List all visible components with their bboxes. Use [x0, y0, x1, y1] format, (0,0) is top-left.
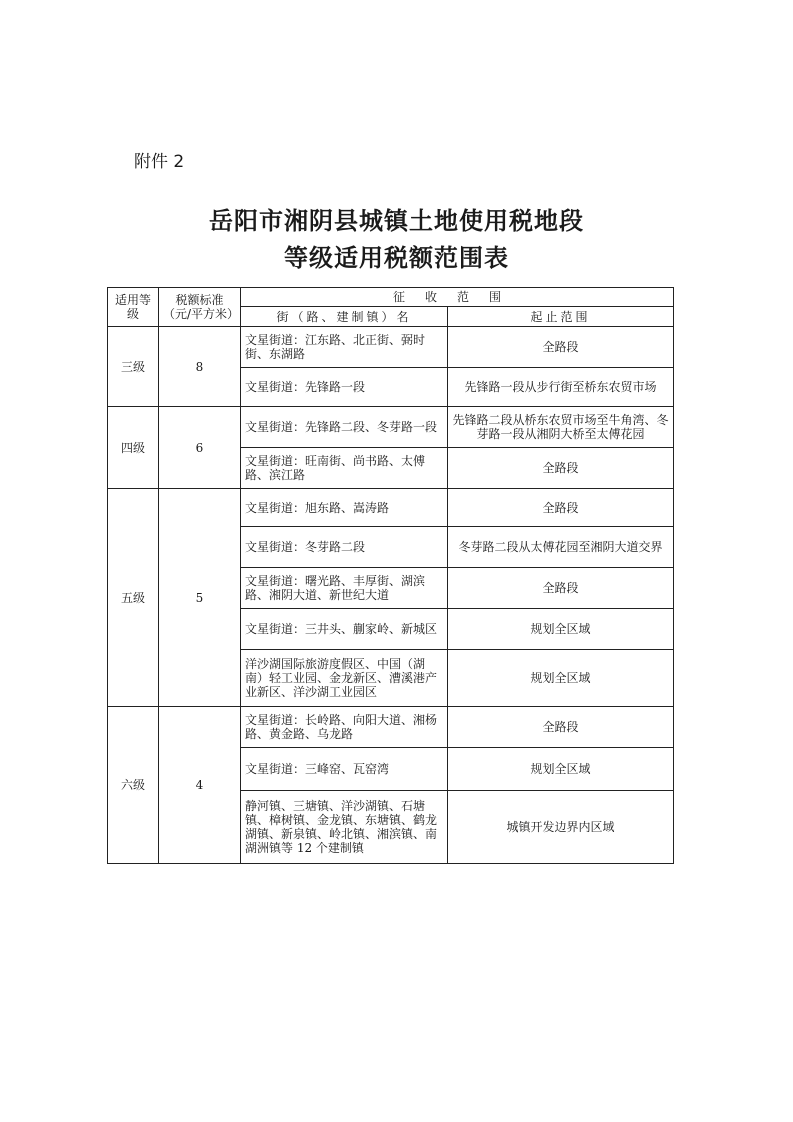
street-cell: 文星街道：冬芽路二段	[241, 527, 448, 568]
range-cell: 城镇开发边界内区域	[448, 791, 674, 864]
street-cell: 静河镇、三塘镇、洋沙湖镇、石塘镇、樟树镇、金龙镇、东塘镇、鹤龙湖镇、新泉镇、岭北镇、湘滨镇、南湖洲镇等 12 个建制镇	[241, 791, 448, 864]
range-cell: 冬芽路二段从太傅花园至湘阴大道交界	[448, 527, 674, 568]
range-cell: 规划全区域	[448, 748, 674, 791]
tax-grade-table	[107, 287, 674, 864]
document-title-line2: 等级适用税额范围表	[284, 243, 509, 272]
level-cell: 五级	[108, 489, 159, 707]
header-scope: 征收范围	[241, 288, 674, 307]
range-cell: 先锋路二段从桥东农贸市场至牛角湾、冬芽路一段从湘阴大桥至太傅花园	[448, 407, 674, 448]
street-cell: 文星街道：长岭路、向阳大道、湘杨路、黄金路、乌龙路	[241, 707, 448, 748]
street-cell: 文星街道：江东路、北正街、弼时街、东湖路	[241, 327, 448, 368]
range-cell: 规划全区域	[448, 609, 674, 650]
standard-cell: 4	[159, 707, 241, 864]
level-cell: 六级	[108, 707, 159, 864]
table-row	[108, 489, 674, 527]
range-cell: 全路段	[448, 707, 674, 748]
standard-cell: 6	[159, 407, 241, 489]
street-cell: 文星街道：先锋路一段	[241, 368, 448, 407]
standard-cell: 5	[159, 489, 241, 707]
table-row	[108, 407, 674, 448]
range-cell: 全路段	[448, 327, 674, 368]
street-cell: 文星街道：旺南街、尚书路、太傅路、滨江路	[241, 448, 448, 489]
level-cell: 四级	[108, 407, 159, 489]
header-level: 适用等级	[108, 288, 159, 327]
street-cell: 文星街道：先锋路二段、冬芽路一段	[241, 407, 448, 448]
range-cell: 全路段	[448, 489, 674, 527]
level-cell: 三级	[108, 327, 159, 407]
range-cell: 规划全区域	[448, 650, 674, 707]
range-cell: 全路段	[448, 448, 674, 489]
header-street: 街（路、建制镇）名	[241, 307, 448, 327]
range-cell: 全路段	[448, 568, 674, 609]
street-cell: 文星街道：曙光路、丰厚街、湖滨路、湘阴大道、新世纪大道	[241, 568, 448, 609]
street-cell: 文星街道：三峰窑、瓦窑湾	[241, 748, 448, 791]
range-cell: 先锋路一段从步行街至桥东农贸市场	[448, 368, 674, 407]
table-row	[108, 327, 674, 368]
street-cell: 洋沙湖国际旅游度假区、中国（湖南）轻工业园、金龙新区、漕溪港产业新区、洋沙湖工业园区	[241, 650, 448, 707]
standard-cell: 8	[159, 327, 241, 407]
attachment-label: 附件 2	[134, 152, 185, 172]
table-row	[108, 707, 674, 748]
street-cell: 文星街道：旭东路、嵩涛路	[241, 489, 448, 527]
header-row	[108, 288, 674, 307]
street-cell: 文星街道：三井头、蒯家岭、新城区	[241, 609, 448, 650]
header-range: 起止范围	[448, 307, 674, 327]
document-title-line1: 岳阳市湘阴县城镇土地使用税地段	[209, 206, 584, 235]
header-standard: 税额标准（元/平方米）	[159, 288, 241, 327]
